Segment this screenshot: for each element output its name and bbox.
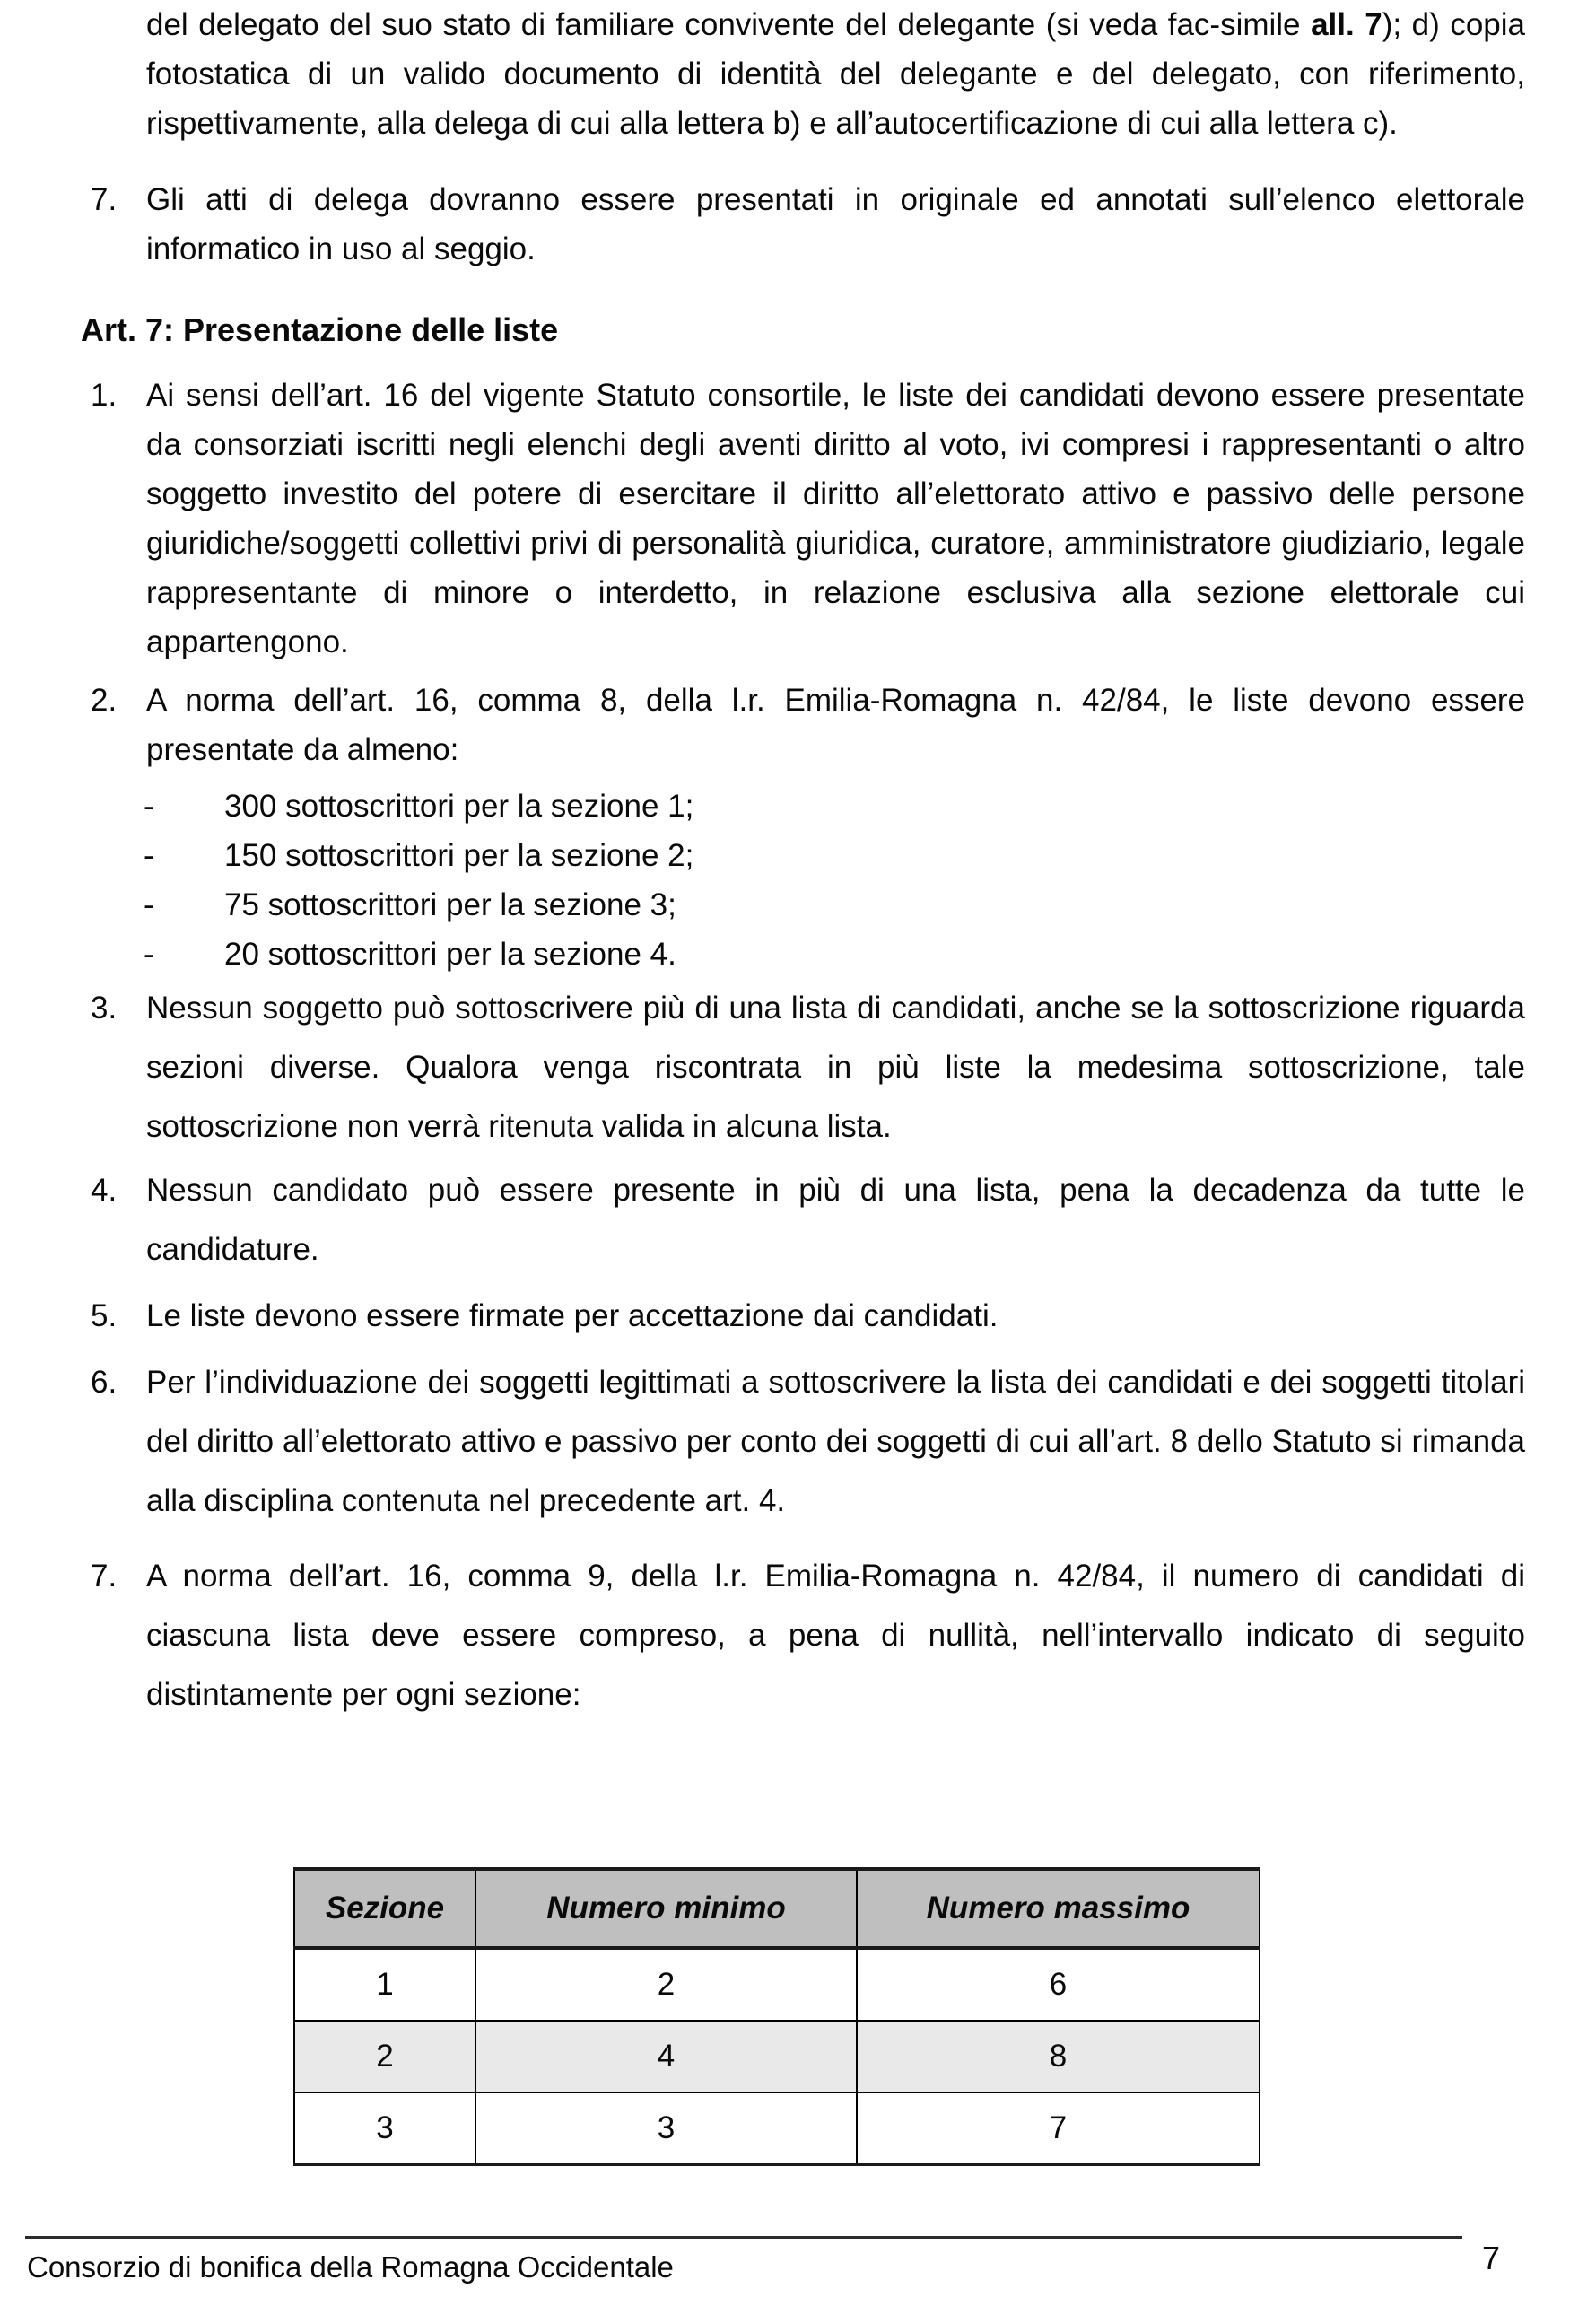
sublist-item [144,831,1525,880]
table-row [294,2021,1260,2092]
table-row [294,2092,1260,2165]
sublist-item [144,782,1525,831]
list-number: 7. [91,1559,118,1594]
sublist-item [144,930,1525,979]
list-item-5 [91,1287,1525,1346]
list-item-6 [91,1353,1525,1531]
article-heading: Art. 7: Presentazione delle liste [81,311,559,348]
list-item-text: Nessun candidato può essere presente in più di una lista, pena la decadenza da tutte le candidature. [146,1173,1525,1267]
cell-numero-massimo: 6 [857,1948,1260,2021]
page-number: 7 [1482,2240,1501,2276]
intro-text-post: ); d) copia fotostatica di un valido documento di identità del delegante e del delegato, con riferimento, rispettivamente, alla delega di cui alla lettera b) e all’autocertificazione di cui alla lettera c). [146,7,1526,141]
list-number: 6. [91,1365,118,1400]
sublist-item-text: 150 sottoscrittori per la sezione 2; [224,838,694,873]
list-item-4 [91,1161,1525,1280]
list-number: 3. [91,991,118,1026]
dash-bullet: - [144,887,154,922]
cell-numero-minimo: 2 [475,1948,857,2021]
table-row [294,1948,1260,2021]
sublist-item-text: 75 sottoscrittori per la sezione 3; [224,887,676,922]
dash-bullet: - [144,789,154,824]
footer-divider [25,2236,1462,2239]
dash-bullet: - [144,838,154,873]
column-header-numero-massimo: Numero massimo [857,1869,1260,1948]
cell-numero-massimo: 7 [857,2092,1260,2165]
list-item-text: Ai sensi dell’art. 16 del vigente Statuto consortile, le liste dei candidati devono essere presentate da consorziati iscritti negli elenchi degli aventi diritto al voto, ivi compresi i rappresentanti o altro soggetto investito del potere di esercitare il diritto all’elettorato attivo e passivo delle persone giuridiche/soggetti collettivi privi di personalità giuridica, curatore, amministratore giudiziario, legale rappresentante di minore o interdetto, in relazione esclusiva alla sezione elettorale cui appartengono. [146,378,1525,659]
column-header-sezione: Sezione [294,1869,475,1948]
intro-text-bold: all. 7 [1311,7,1382,42]
footer-organization: Consorzio di bonifica della Romagna Occidentale [27,2250,674,2284]
list-item-2 [91,676,1525,774]
paragraph-continuation [146,0,1525,148]
sublist-item-text: 300 sottoscrittori per la sezione 1; [224,789,694,824]
candidates-limits-table [293,1867,1260,2166]
cell-numero-massimo: 8 [857,2021,1260,2092]
table-header-row [294,1869,1260,1948]
list-number: 5. [91,1298,118,1333]
list-number: 1. [91,378,118,413]
cell-sezione: 1 [294,1948,475,2021]
cell-numero-minimo: 4 [475,2021,857,2092]
list-number: 2. [91,683,118,718]
list-item-text: Per l’individuazione dei soggetti legittimati a sottoscrivere la lista dei candidati e dei soggetti titolari del diritto all’elettorato attivo e passivo per conto dei soggetti di cui all’art. 8 dello Statuto si rimanda alla disciplina contenuta nel precedente art. 4. [146,1365,1525,1518]
list-item-7-atti-delega [91,175,1525,274]
list-number: 7. [91,182,118,217]
sublist-item [144,880,1525,930]
dash-bullet: - [144,937,154,972]
subscriber-sublist [0,782,1596,979]
cell-sezione: 2 [294,2021,475,2092]
list-item-text: Gli atti di delega dovranno essere presentati in originale ed annotati sull’elenco elettorale informatico in uso al seggio. [146,182,1525,266]
list-item-text: A norma dell’art. 16, comma 9, della l.r. Emilia-Romagna n. 42/84, il numero di candidati di ciascuna lista deve essere compreso, a pena di nullità, nell’intervallo indicato di seguito distintamente per ogni sezione: [146,1559,1525,1712]
cell-numero-minimo: 3 [475,2092,857,2165]
list-item-text: Nessun soggetto può sottoscrivere più di una lista di candidati, anche se la sottoscrizione riguarda sezioni diverse. Qualora venga riscontrata in più liste la medesima sottoscrizione, tale sottoscrizione non verrà ritenuta valida in alcuna lista. [146,991,1525,1144]
sublist-item-text: 20 sottoscrittori per la sezione 4. [224,937,676,972]
list-number: 4. [91,1173,118,1208]
column-header-numero-minimo: Numero minimo [475,1869,857,1948]
cell-sezione: 3 [294,2092,475,2165]
list-item-1 [91,371,1525,667]
list-item-3 [91,979,1525,1157]
list-item-text: A norma dell’art. 16, comma 8, della l.r. Emilia-Romagna n. 42/84, le liste devono essere presentate da almeno: [146,683,1525,767]
list-item-text: Le liste devono essere firmate per accettazione dai candidati. [146,1298,999,1333]
intro-text-pre: del delegato del suo stato di familiare convivente del delegante (si veda fac-simile [146,7,1312,42]
list-item-7-numero-candidati [91,1547,1525,1725]
